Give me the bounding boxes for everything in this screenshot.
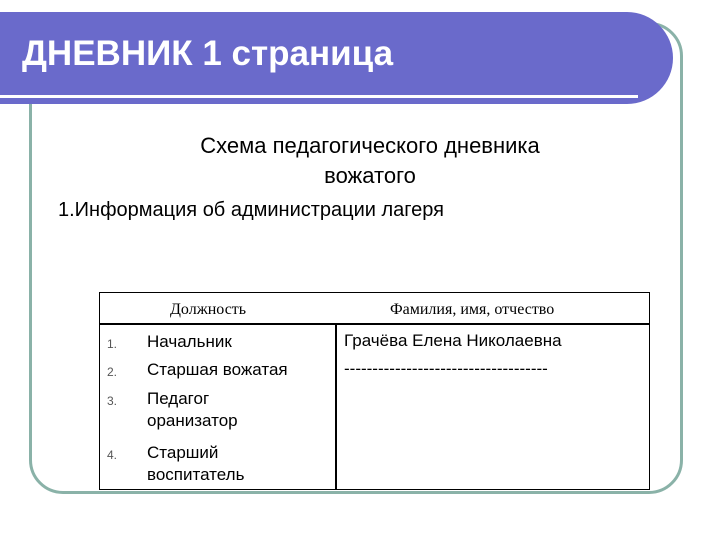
row-position [147, 388, 238, 432]
row-position-line: Старшая вожатая [147, 360, 288, 379]
table-column-divider [335, 323, 337, 489]
column-header-full-name: Фамилия, имя, отчество [390, 301, 555, 318]
diary-heading-line-2: вожатого [324, 163, 416, 188]
title-bar [0, 12, 673, 104]
row-number: 1. [107, 337, 118, 351]
row-position-line: Старший [147, 443, 219, 462]
row-position [147, 331, 232, 353]
row-position-line: Начальник [147, 332, 232, 351]
row-number: 4. [107, 448, 118, 462]
row-position [147, 359, 288, 381]
administration-table [99, 292, 650, 490]
row-position-line: воспитатель [147, 465, 245, 484]
table-header-divider [100, 323, 649, 325]
row-number: 2. [107, 365, 118, 379]
row-full-name: Грачёва Елена Николаевна [344, 331, 562, 350]
slide-title: ДНЕВНИК 1 страница [22, 34, 394, 73]
row-position [147, 442, 244, 486]
diary-heading-line-1: Схема педагогического дневника [200, 133, 540, 158]
column-header-position: Должность [170, 301, 247, 318]
row-position-line: Педагог [147, 389, 210, 408]
row-full-name: ------------------------------------ [344, 359, 548, 378]
row-position-line: оранизатор [147, 411, 238, 430]
section-title: 1.Информация об администрации лагеря [58, 199, 445, 221]
row-number: 3. [107, 394, 118, 408]
title-underline [0, 95, 638, 98]
